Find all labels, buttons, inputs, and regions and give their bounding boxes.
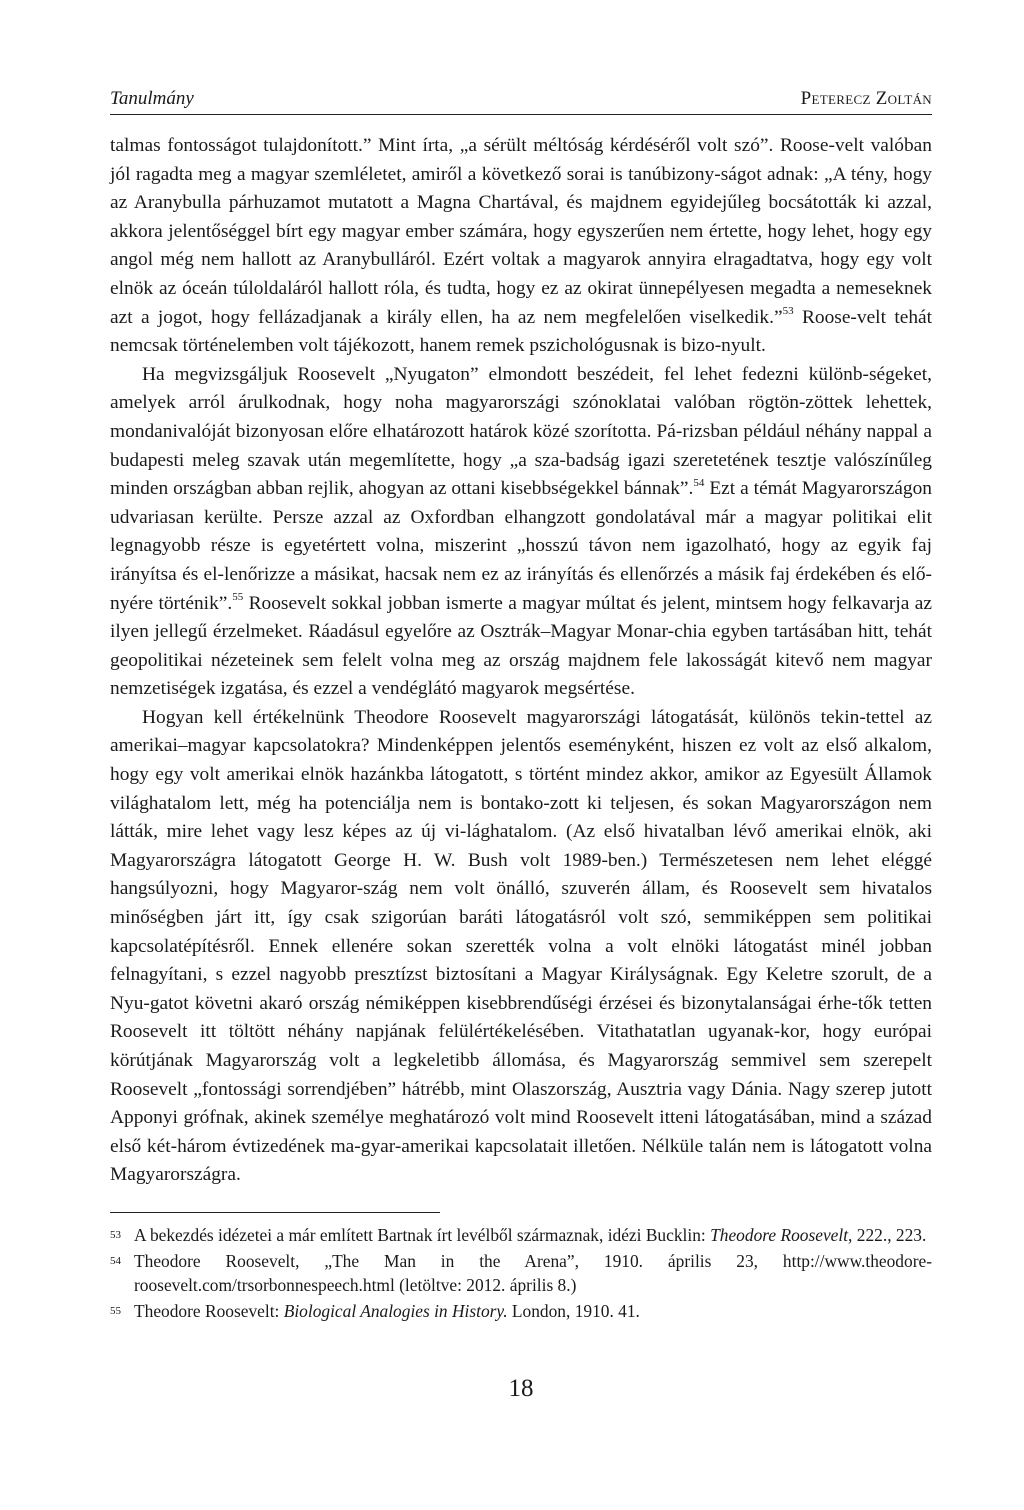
footnote-reference: 53	[782, 305, 794, 318]
footnote-title: Biological Analogies in History.	[283, 1300, 508, 1321]
document-page	[110, 88, 932, 1325]
page-number: 18	[508, 1375, 534, 1402]
paragraph-text: Roose-velt tehát nemcsak történelemben volt tájékozott, hanem remek pszichológusnak is bizo-nyult.	[110, 306, 933, 357]
section-label: Tanulmány	[110, 88, 194, 109]
paragraph-text: Ezt a témát Magyarországon udvariasan kerülte. Persze azzal az Oxfordban elhangzott gondolatával már a magyar politikai elit legnagyobb része is egyetértett volna, miszerint „hosszú távon nem igazolható, hogy az egyik faj irányítsa és el-lenőrizze a másikat, hacsak nem ez az irányítás és ellenőrzés a másik faj érdekében és elő-nyére történik”.	[110, 478, 932, 614]
footnote-segment: London, 1910. 41.	[507, 1300, 640, 1321]
footnote-reference: 55	[232, 591, 244, 604]
footnote-text	[134, 1299, 932, 1323]
paragraph-text: Roosevelt sokkal jobban ismerte a magyar múltat és jelent, mintsem hogy felkavarja az ilyen jellegű érzelmeket. Ráadásul egyelőre az Osztrák–Magyar Monar-chia egyben tartásában hitt, tehát geopolitikai nézeteinek sem felelt volna meg az ország majdnem fele lakosságát kitevő nem magyar nemzetiségek izgatása, és ezzel a vendéglátó magyarok megsértése.	[110, 592, 932, 700]
footnote-item	[110, 1299, 932, 1323]
running-header	[110, 88, 932, 115]
paragraph-text: Ha megvizsgáljuk Roosevelt „Nyugaton” elmondott beszédeit, fel lehet fedezni különb-ségeket, amelyek arról árulkodnak, hogy noha magyarországi szónoklatai valóban rögtön-zöttek lehettek, mondanivalóját bizonyosan előre elhatározott határok közé szorította. Pá-rizsban például néhány nappal a budapesti meleg szavak után megemlítette, hogy „a sza-badság igazi szeretetének tesztje valószínűleg minden országban abban rejlik, ahogyan az ottani kisebbségekkel bánnak”.	[110, 363, 932, 500]
footnote-segment: 222., 223.	[852, 1224, 927, 1245]
footnote-divider	[110, 1212, 440, 1213]
body-paragraph	[110, 704, 932, 1190]
footnote-item	[110, 1249, 932, 1297]
footnote-number: 53	[110, 1228, 121, 1241]
author-name: Peterecz Zoltán	[800, 88, 932, 109]
footnote-segment: Theodore Roosevelt, „The Man in the Arena”, 1910. április 23, http://www.theodore-roosevelt.com/trsorbonnespeech.html (letöltve: 2012. április 8.)	[134, 1250, 932, 1295]
footnote-text	[134, 1249, 932, 1297]
footnote-segment: A bekezdés idézetei a már említett Bartnak írt levélből származnak, idézi Bucklin:	[134, 1224, 711, 1245]
footnote-text	[134, 1223, 932, 1247]
body-text	[110, 132, 932, 1190]
footnote-title: Theodore Roosevelt,	[710, 1224, 853, 1245]
footnote-segment: Theodore Roosevelt:	[134, 1300, 284, 1321]
footnote-number: 54	[110, 1254, 121, 1267]
body-paragraph	[110, 361, 932, 704]
paragraph-text: Hogyan kell értékelnünk Theodore Roosevelt magyarországi látogatását, különös tekin-tettel az amerikai–magyar kapcsolatokra? Mindenképpen jelentős eseményként, hiszen ez volt az első alkalom, hogy egy volt amerikai elnök hazánkba látogatott, s történt mindez akkor, amikor az Egyesült Államok világhatalom lett, még ha potenciálja nem is bontako-zott ki teljesen, és sokan Magyarországon nem látták, mire lehet vagy lesz képes az új vi-lághatalom. (Az első hivatalban lévő amerikai elnök, aki Magyarországra látogatott George H. W. Bush volt 1989-ben.) Természetesen nem lehet eléggé hangsúlyozni, hogy Magyaror-szág nem volt önálló, szuverén állam, és Roosevelt sem hivatalos minőségben járt itt, így csak szigorúan baráti látogatásról volt szó, semmiképpen sem politikai kapcsolatépítésről. Ennek ellenére sokan szerették volna a volt elnöki látogatást minél jobban felnagyítani, s ezzel nagyobb presztízst biztosítani a Magyar Királyságnak. Egy Keletre szorult, de a Nyu-gatot követni akaró ország némiképpen kisebbrendűségi érzései és bizonytalanságai érhe-tők tetten Roosevelt itt töltött néhány napjának felülértékelésében. Vitathatatlan ugyanak-kor, hogy európai körútjának Magyarország volt a legkeletibb állomása, és Magyarország semmivel sem szerepelt Roosevelt „fontossági sorrendjében” hátrébb, mint Olaszország, Ausztria vagy Dánia. Nagy szerep jutott Apponyi grófnak, akinek személye meghatározó volt mind Roosevelt itteni látogatásában, mind a század első két-három évtizedének ma-gyar-amerikai kapcsolatait illetően. Nélküle talán nem is látogatott volna Magyarországra.	[110, 706, 932, 1186]
body-paragraph	[110, 132, 932, 361]
footnote-item	[110, 1223, 932, 1247]
footnote-number: 55	[110, 1304, 121, 1317]
footnote-reference: 54	[693, 476, 705, 489]
footnotes	[110, 1223, 932, 1323]
paragraph-text: talmas fontosságot tulajdonított.” Mint írta, „a sérült méltóság kérdéséről volt szó”. Roose-velt valóban jól ragadta meg a magyar szemléletet, amiről a következő sorai is tanúbizony-ságot adnak: „A tény, hogy az Aranybulla párhuzamot mutatott a Magna Chartával, és majdnem egyidejűleg bocsátották ki azzal, akkora jelentőséggel bírt egy magyar ember számára, hogy egyszerűen nem értette, hogy lehet, hogy egy angol még nem hallott az Aranybulláról. Ezért voltak a magyarok annyira elragadtatva, hogy egy volt elnök az óceán túloldaláról hallott róla, és tudta, hogy ez az okirat ünnepélyesen megadta a nemeseknek azt a jogot, hogy fellázadjanak a király ellen, ha az nem megfelelően viselkedik.”	[110, 135, 932, 328]
